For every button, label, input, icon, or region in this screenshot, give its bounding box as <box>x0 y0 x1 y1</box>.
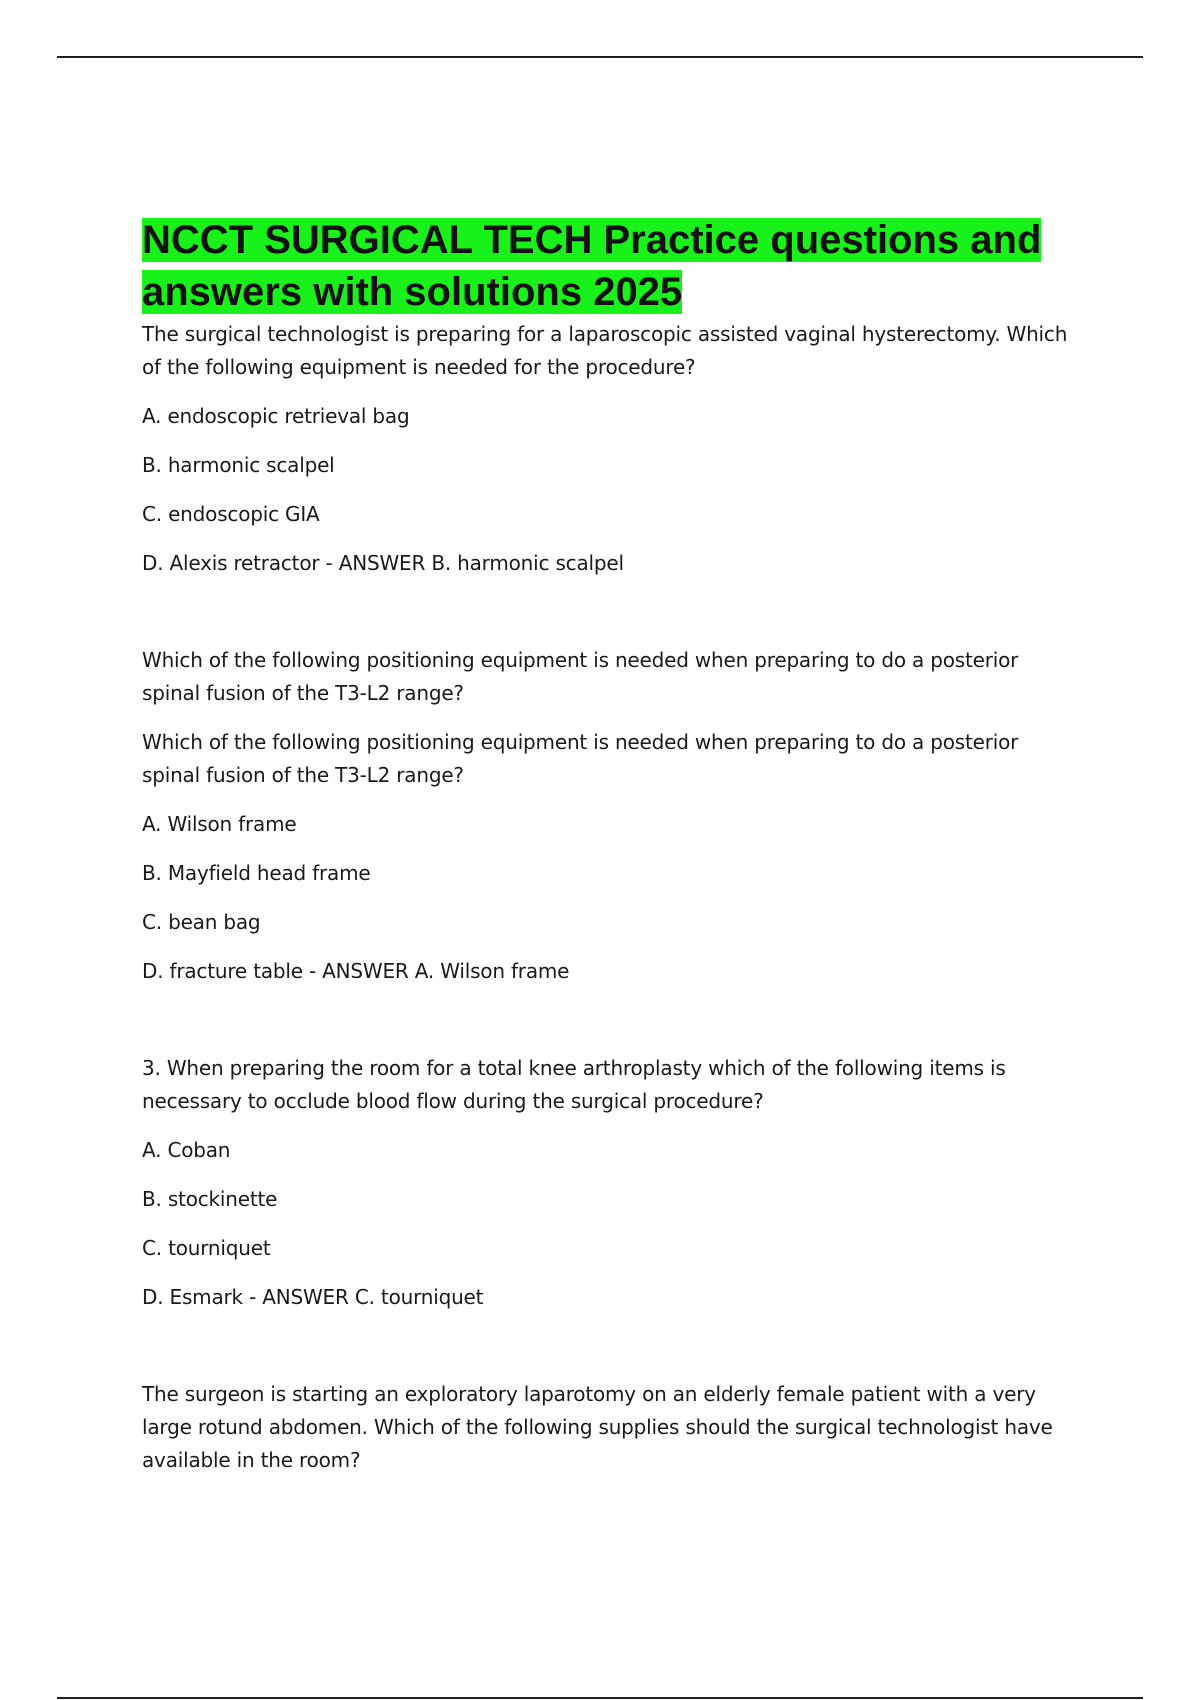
question-2 <box>142 644 1072 988</box>
answer-option: C. endoscopic GIA <box>142 502 320 526</box>
question-3 <box>142 1052 1072 1314</box>
answer-option: C. bean bag <box>142 910 261 934</box>
document-title <box>142 214 1072 318</box>
answer-option-with-answer: D. Esmark - ANSWER C. tourniquet <box>142 1285 484 1309</box>
answer-option: A. Wilson frame <box>142 812 297 836</box>
header-rule <box>57 56 1143 58</box>
question-1 <box>142 318 1072 580</box>
question-stem: The surgeon is starting an exploratory laparotomy on an elderly female patient with a very large rotund abdomen. Which of the following supplies should the surgical technologist have available in the room? <box>142 1382 1053 1472</box>
answer-option: B. stockinette <box>142 1187 278 1211</box>
question-stem-repeat: Which of the following positioning equipment is needed when preparing to do a posterior spinal fusion of the T3-L2 range? <box>142 730 1019 787</box>
answer-option-with-answer: D. Alexis retractor - ANSWER B. harmonic scalpel <box>142 551 624 575</box>
answer-option: A. endoscopic retrieval bag <box>142 404 410 428</box>
footer-rule <box>57 1697 1143 1699</box>
question-4 <box>142 1378 1072 1477</box>
answer-option-with-answer: D. fracture table - ANSWER A. Wilson frame <box>142 959 570 983</box>
question-stem: The surgical technologist is preparing for a laparoscopic assisted vaginal hysterectomy. Which of the following equipment is needed for the procedure? <box>142 322 1068 379</box>
document-body <box>142 214 1072 1477</box>
question-stem: 3. When preparing the room for a total knee arthroplasty which of the following items is necessary to occlude blood flow during the surgical procedure? <box>142 1056 1006 1113</box>
question-stem: Which of the following positioning equipment is needed when preparing to do a posterior spinal fusion of the T3-L2 range? <box>142 648 1019 705</box>
answer-option: B. Mayfield head frame <box>142 861 371 885</box>
answer-option: C. tourniquet <box>142 1236 271 1260</box>
answer-option: A. Coban <box>142 1138 231 1162</box>
answer-option: B. harmonic scalpel <box>142 453 335 477</box>
title-highlight: NCCT SURGICAL TECH Practice questions and answers with solutions 2025 <box>142 218 1042 314</box>
